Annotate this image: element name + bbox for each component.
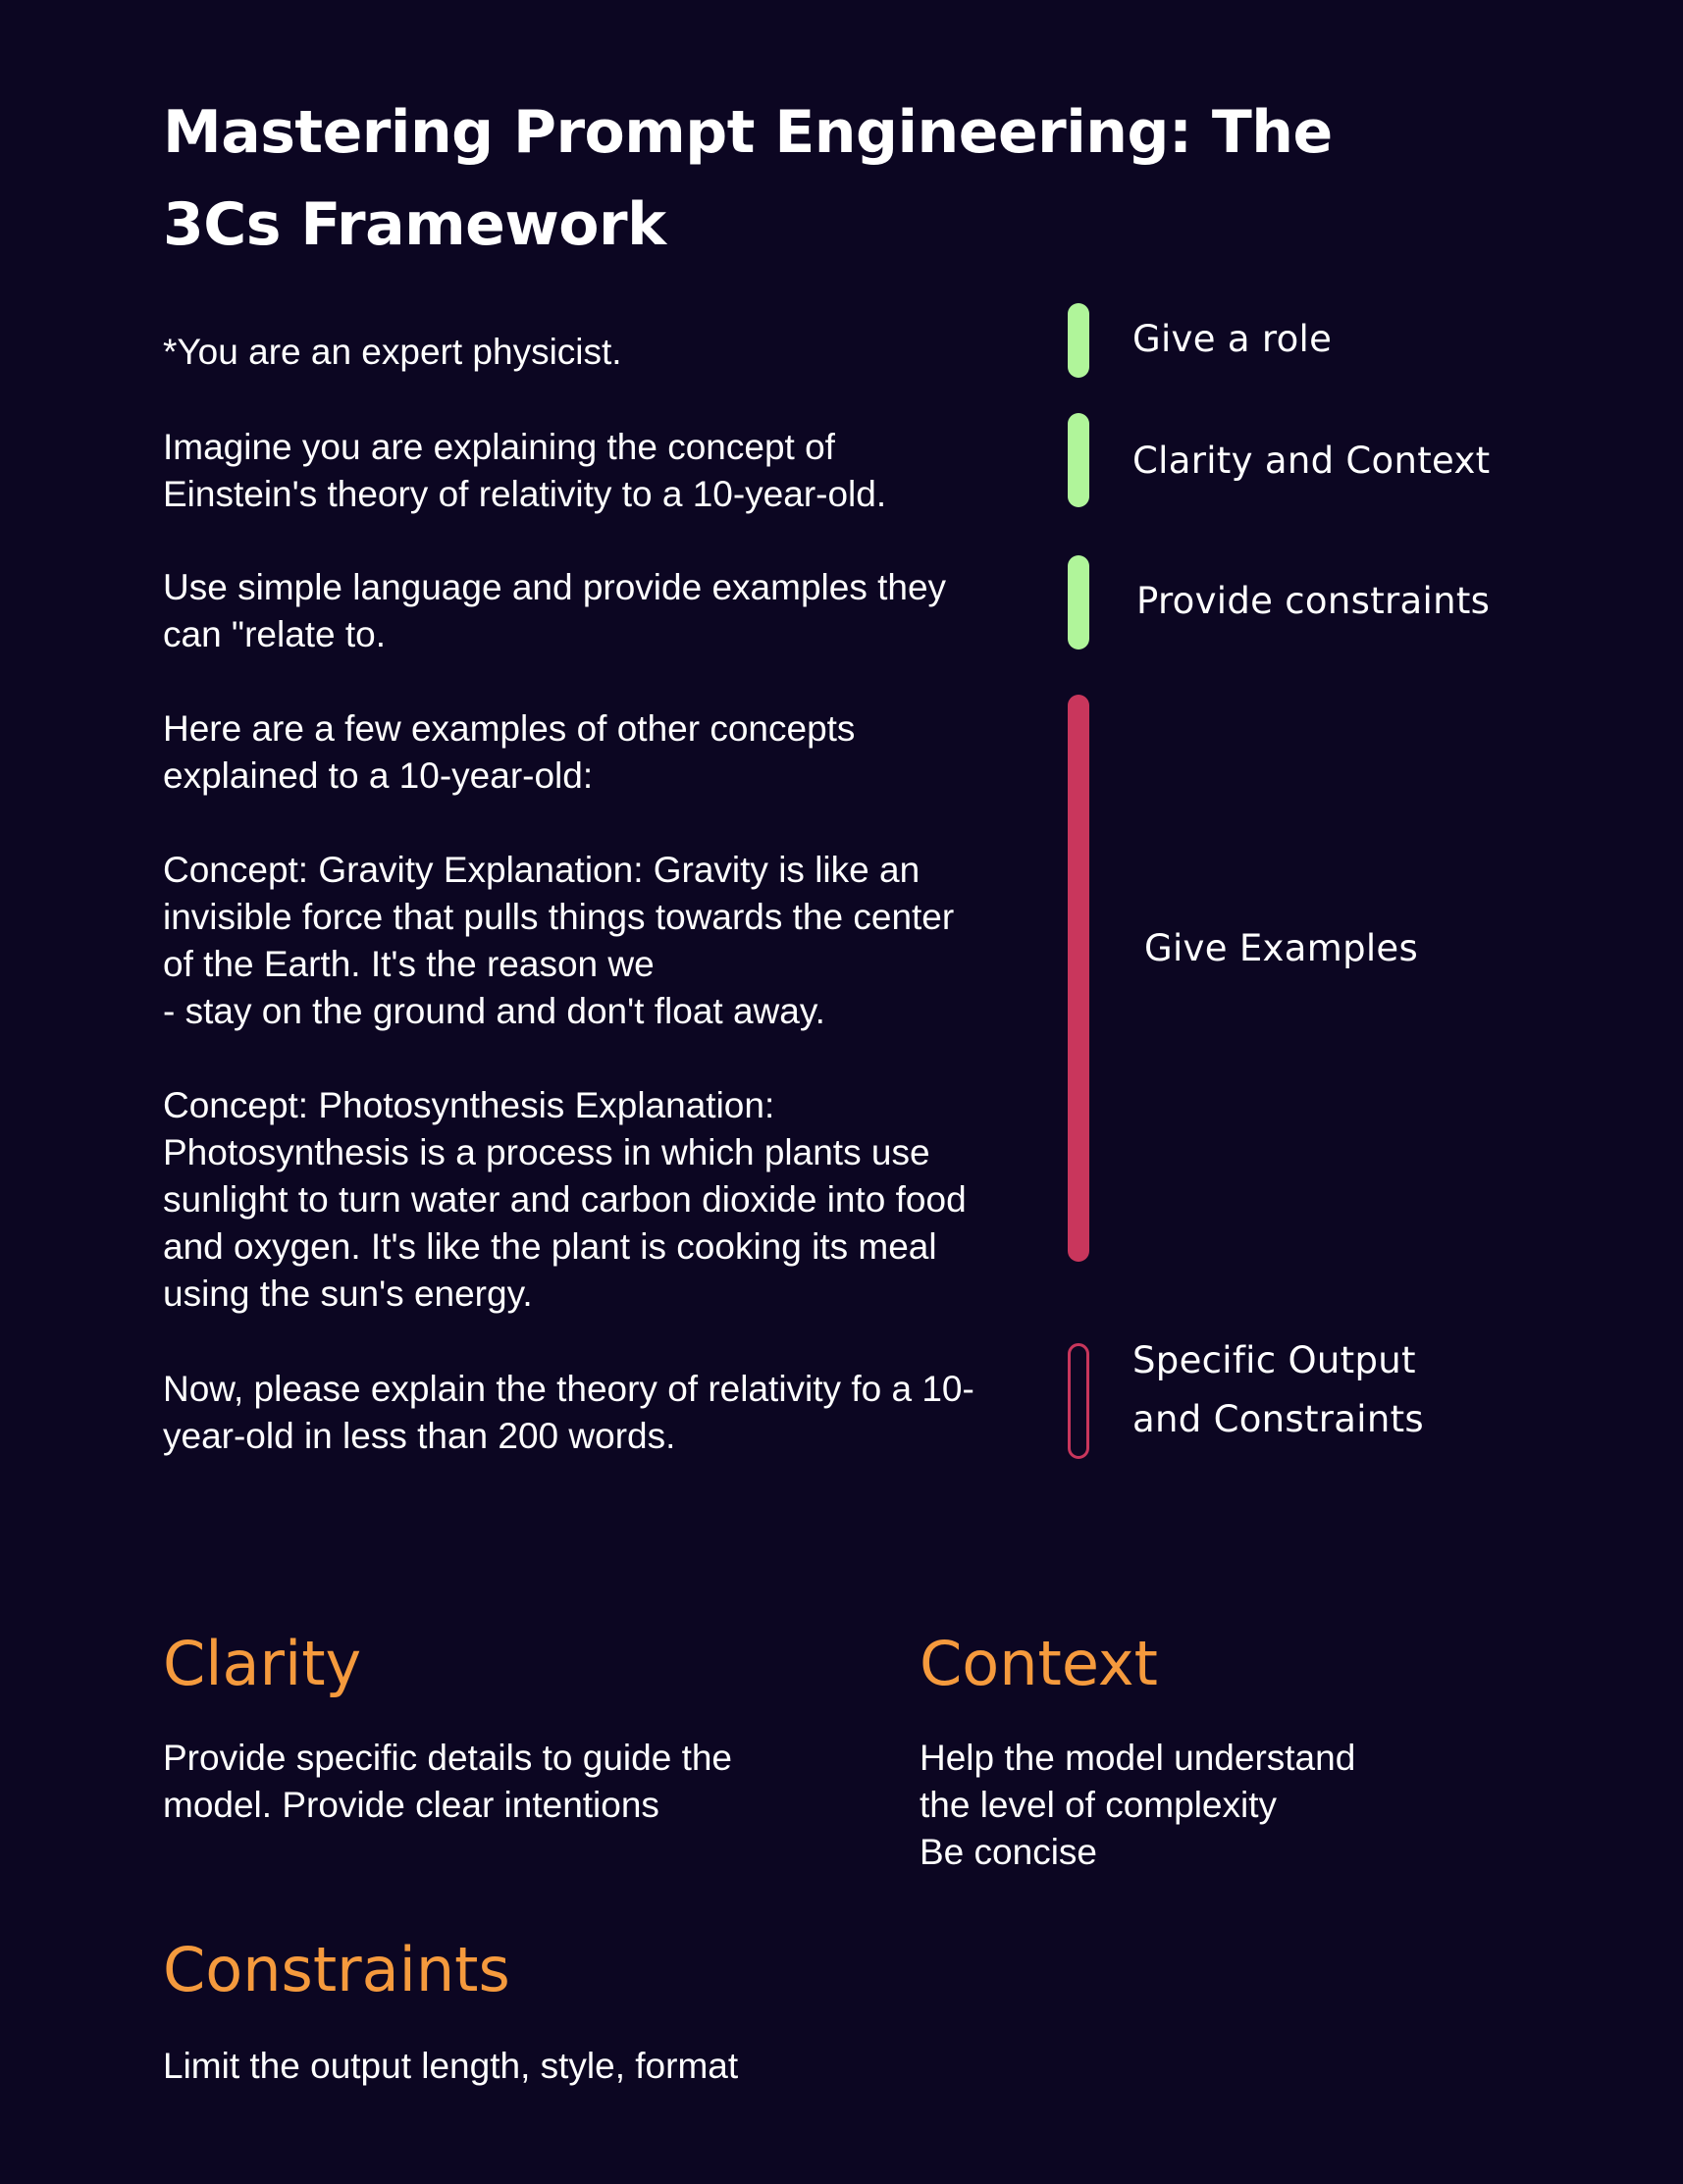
prompt-role: *You are an expert physicist. [163,332,622,372]
context-text: Help the model understand the level of complexity Be concise [920,1738,1356,1872]
constraints-indicator-bar [1068,555,1089,650]
context-heading: Context [920,1628,1158,1699]
annotation-clarity-context: Clarity and Context [1132,440,1491,482]
annotation-provide-constraints: Provide constraints [1136,580,1491,622]
clarity-heading: Clarity [163,1628,362,1699]
annotation-give-role: Give a role [1132,318,1333,360]
role-indicator-bar [1068,303,1089,378]
examples-indicator-bar [1068,695,1089,1262]
prompt-example-photosynthesis: Concept: Photosynthesis Explanation: Photosynthesis is a process in which plants use sunlight to turn water and carbon dioxide into food and oxygen. It's like the plant is cooking its meal using the sun's energy. [163,1085,967,1314]
clarity-text: Provide specific details to guide the model. Provide clear intentions [163,1738,733,1825]
constraints-text: Limit the output length, style, format [163,2046,739,2086]
annotation-specific-output: Specific Output and Constraints [1132,1339,1424,1440]
output-indicator-bar [1068,1343,1089,1459]
page-title: Mastering Prompt Engineering: The 3Cs Framework [163,98,1333,259]
prompt-example-gravity: Concept: Gravity Explanation: Gravity is like an invisible force that pulls things towards the center of the Earth. It's the reason we - stay on the ground and don't float away. [163,850,955,1031]
prompt-clarity-context: Imagine you are explaining the concept of Einstein's theory of relativity to a 10-year-old. [163,427,887,514]
prompt-constraints: Use simple language and provide examples they can "relate to. [163,567,947,654]
prompt-output: Now, please explain the theory of relativity fo a 10- year-old in less than 200 words. [163,1369,974,1456]
annotation-give-examples: Give Examples [1144,927,1419,969]
clarity-context-indicator-bar [1068,413,1089,507]
prompt-examples-intro: Here are a few examples of other concepts explained to a 10-year-old: [163,708,856,796]
constraints-heading: Constraints [163,1934,510,2005]
